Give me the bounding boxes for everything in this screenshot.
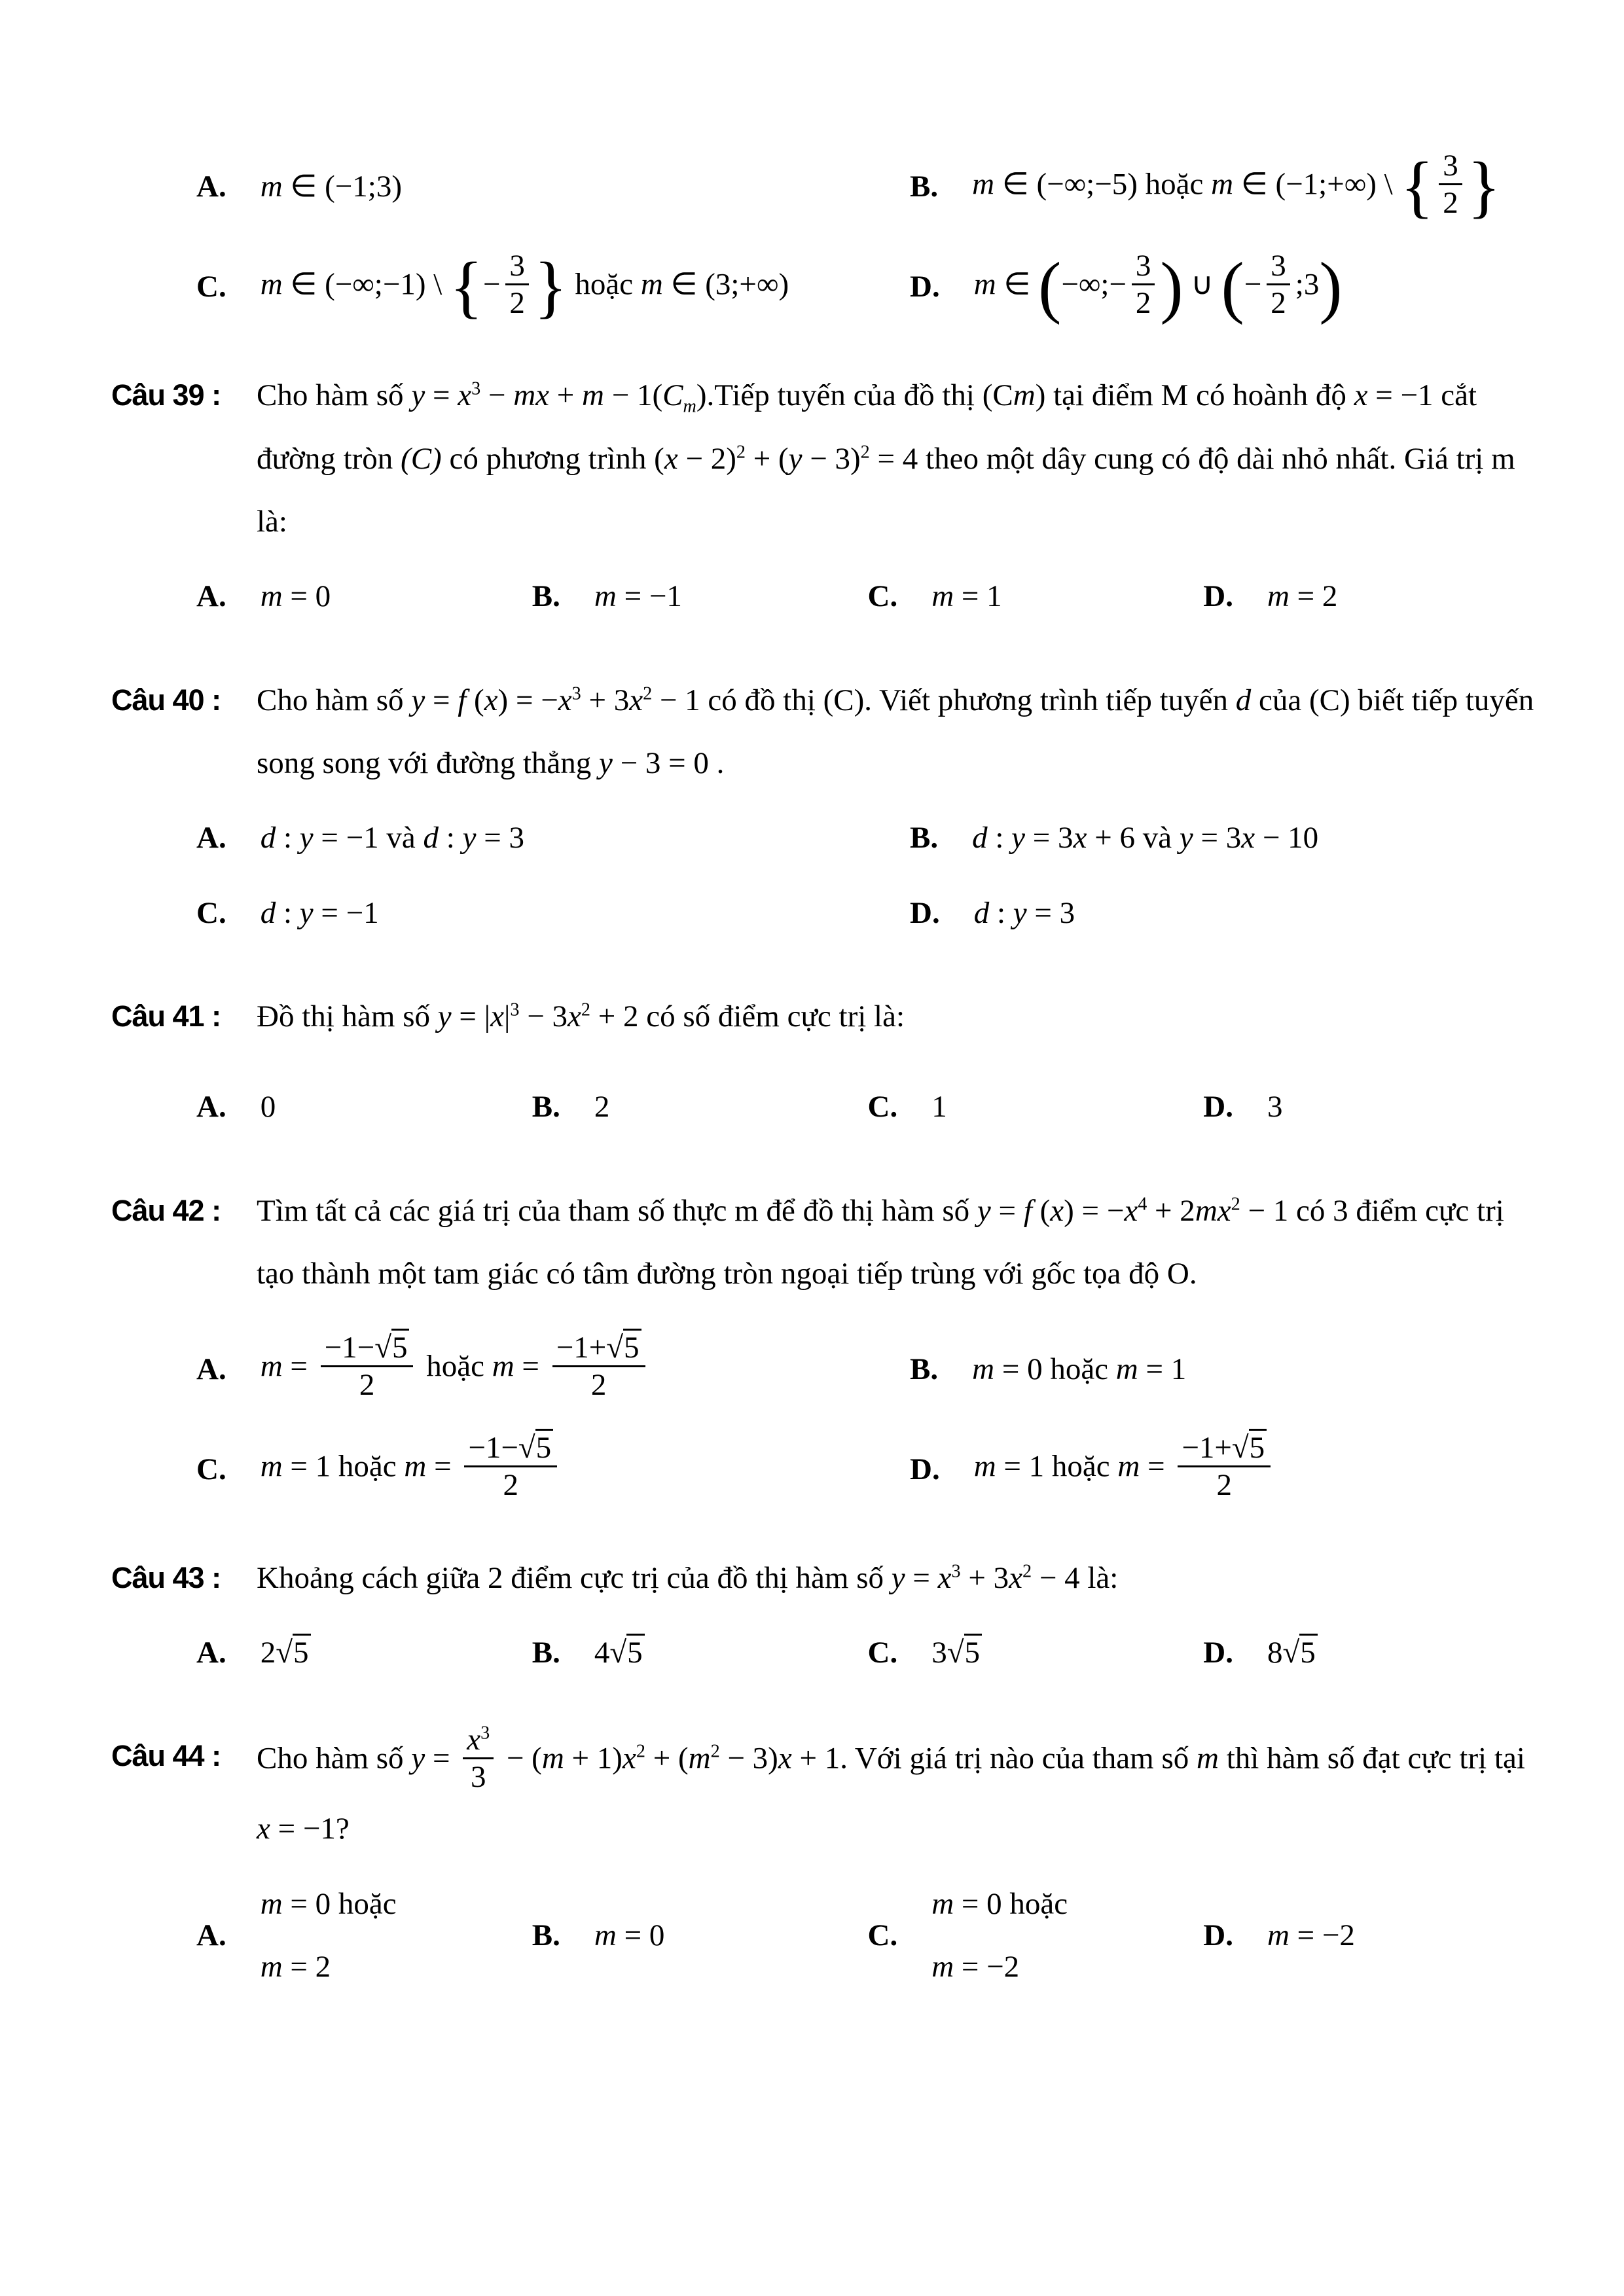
options-row <box>111 1075 1539 1138</box>
options-row <box>111 806 1539 869</box>
question-39 <box>111 364 1539 628</box>
option-c <box>868 1873 1204 1999</box>
option-formula: m = 0 hoặc m = 2 <box>260 1886 397 1984</box>
option-letter: D. <box>1203 1635 1233 1670</box>
option-formula: 3 <box>1267 1090 1283 1124</box>
option-d <box>910 248 1539 325</box>
option-letter: D. <box>910 895 940 930</box>
option-formula: m ∈ (−∞;−1) \ {− $\frac{3}{2}$ } hoặc m ∈ (3;+∞) <box>260 248 789 325</box>
continued-options-row-1 <box>111 148 1539 225</box>
option-formula: m = 0 <box>594 1918 665 1952</box>
options-row <box>111 882 1539 944</box>
option-b <box>910 148 1539 225</box>
option-formula: m = 1 <box>931 579 1002 614</box>
option-letter: C. <box>196 895 226 930</box>
option-letter: B. <box>910 170 939 204</box>
option-b <box>532 1621 868 1684</box>
option-d <box>1203 1075 1539 1138</box>
question-body: Đồ thị hàm số $y = |x|^3 - 3x^2 + 2$ có số điểm cực trị là: <box>257 999 905 1033</box>
question-44 <box>111 1725 1539 1998</box>
option-formula: m = $\frac{-1-√5}{2}$ hoặc m = $\frac{-1+√5}{2}$ <box>261 1333 651 1405</box>
options-row <box>111 1433 1539 1505</box>
question-body: Cho hàm số $y = x^3$ − mx + $m - 1(C_m).Tiếp$ tuyến của đồ thị (Cm) tại điểm M có hoành độ x = −1 cắt đường tròn (C) có phương trình $(x - 2)^2 + (y - 3)^2 = 4$ theo một dây cung có độ dài nhỏ nhất. Giá trị m là: <box>257 378 1515 539</box>
option-c <box>868 1075 1204 1138</box>
question-body: Tìm tất cả các giá trị của tham số thực m để đồ thị hàm số y = f $(x) = -x^4 + 2mx^2 - 1$ có 3 điểm cực trị tạo thành một tam giác có tâm đường tròn ngoại tiếp trùng với gốc tọa độ O. <box>257 1193 1504 1291</box>
option-formula: d : y = −1 và d : y = 3 <box>260 821 524 855</box>
options-row <box>111 1873 1539 1999</box>
option-formula: d : y = 3 <box>973 895 1075 930</box>
option-a <box>196 151 910 223</box>
option-letter: A. <box>196 1090 226 1124</box>
question-body: Cho hàm số y = $\frac{x^3}{3}$ − $(m + 1)x^2 + (m^2 - 3)x + 1$. Với giá trị nào của tham số m thì hàm số đạt cực trị tại x = −1? <box>257 1723 1525 1846</box>
option-formula: 3√5 <box>931 1621 982 1684</box>
option-b <box>910 806 1539 869</box>
option-letter: C. <box>867 1090 898 1124</box>
question-43 <box>111 1547 1539 1685</box>
option-formula: d : y = 3x + 6 và y = 3x − 10 <box>972 821 1319 855</box>
option-formula: m = 0 <box>260 579 331 614</box>
option-b <box>532 565 868 628</box>
option-formula: m ∈ (−∞;− $\frac{3}{2}$ ) ∪ (− $\frac{3}{2}$ ;3) <box>973 248 1343 325</box>
option-c <box>196 1433 910 1505</box>
option-a <box>196 806 910 869</box>
question-label: Câu 42 : <box>111 1193 221 1227</box>
option-letter: A. <box>196 170 226 204</box>
option-letter: C. <box>196 270 226 304</box>
option-letter: B. <box>532 1090 560 1124</box>
option-letter: B. <box>532 1635 560 1670</box>
option-a <box>196 1873 532 1999</box>
option-formula: m = 1 hoặc m = $\frac{-1+√5}{2}$ <box>974 1433 1276 1505</box>
question-42 <box>111 1179 1539 1506</box>
option-formula: 1 <box>931 1090 947 1124</box>
question-body: Khoảng cách giữa 2 điểm cực trị của đồ thị hàm số $y = x^3 + 3x^2 - 4$ là: <box>257 1560 1119 1595</box>
option-letter: C. <box>867 1635 898 1670</box>
question-label: Câu 40 : <box>111 683 221 717</box>
option-d <box>1203 1873 1539 1999</box>
option-letter: A. <box>196 579 226 614</box>
option-letter: A. <box>196 1635 226 1670</box>
option-formula: 0 <box>260 1090 276 1124</box>
option-letter: A. <box>196 1918 226 1952</box>
option-d <box>910 1433 1539 1505</box>
option-formula: m = 1 hoặc m = $\frac{-1-√5}{2}$ <box>261 1433 562 1505</box>
option-letter: C. <box>867 1918 898 1952</box>
option-d <box>910 882 1539 944</box>
options-row <box>111 565 1539 628</box>
question-41 <box>111 985 1539 1139</box>
options-row <box>111 1333 1539 1405</box>
option-formula: m = 0 hoặc m = −2 <box>931 1886 1068 1984</box>
option-formula: 2√5 <box>261 1621 311 1684</box>
option-formula: m ∈ (−∞;−5) hoặc m ∈ (−1;+∞) \ { $\frac{3}{2}$ } <box>972 148 1501 225</box>
option-letter: C. <box>196 1452 226 1486</box>
option-letter: B. <box>532 579 560 614</box>
continued-options-row-2 <box>111 248 1539 325</box>
option-b <box>532 1075 868 1138</box>
question-label: Câu 43 : <box>111 1560 221 1594</box>
option-a <box>196 565 532 628</box>
option-a <box>196 1333 910 1405</box>
option-letter: B. <box>910 1352 939 1386</box>
option-letter: A. <box>196 1352 226 1386</box>
option-d <box>1203 1621 1539 1684</box>
option-letter: B. <box>532 1918 560 1952</box>
option-formula: m = 0 hoặc m = 1 <box>972 1352 1187 1386</box>
option-c <box>868 1621 1204 1684</box>
question-body: Cho hàm số y = f $(x) = -x^3 + 3x^2 - 1$ có đồ thị (C). Viết phương trình tiếp tuyến d của (C) biết tiếp tuyến song song với đường thẳng y − 3 = 0 . <box>257 683 1534 780</box>
option-a <box>196 1075 532 1138</box>
option-letter: D. <box>1203 1918 1233 1952</box>
option-formula: m = 2 <box>1267 579 1338 614</box>
option-d <box>1203 565 1539 628</box>
option-formula: d : y = −1 <box>260 895 379 930</box>
option-b <box>532 1873 868 1999</box>
question-label: Câu 41 : <box>111 999 221 1033</box>
option-letter: C. <box>867 579 898 614</box>
option-c <box>868 565 1204 628</box>
option-formula: m = −2 <box>1267 1918 1355 1952</box>
question-label: Câu 39 : <box>111 378 221 412</box>
options-row <box>111 1621 1539 1684</box>
option-formula: 8√5 <box>1267 1621 1318 1684</box>
option-formula: 4√5 <box>594 1621 645 1684</box>
option-c <box>196 882 910 944</box>
option-letter: D. <box>1203 579 1233 614</box>
option-formula: 2 <box>594 1090 610 1124</box>
option-a <box>196 1621 532 1684</box>
option-letter: B. <box>910 821 939 855</box>
option-formula: m = −1 <box>594 579 682 614</box>
question-40 <box>111 669 1539 944</box>
option-formula: m ∈ (−1;3) <box>260 170 402 204</box>
option-letter: D. <box>1203 1090 1233 1124</box>
question-label: Câu 44 : <box>111 1739 221 1773</box>
option-letter: A. <box>196 821 226 855</box>
option-letter: D. <box>910 1452 940 1486</box>
option-b <box>910 1333 1539 1405</box>
option-letter: D. <box>910 270 940 304</box>
option-c <box>196 248 910 325</box>
